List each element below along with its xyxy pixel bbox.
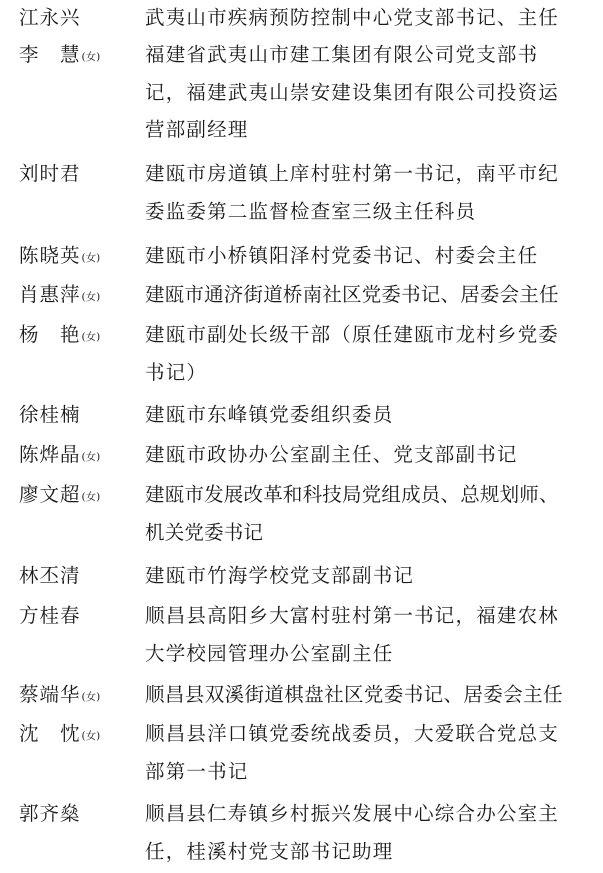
person-title: 顺昌县仁寿镇乡村振兴发展中心综合办公室主任，桂溪村党支部书记助理 <box>145 802 560 863</box>
list-item <box>0 240 577 278</box>
person-name: 方桂春 <box>19 604 81 627</box>
person-name: 沈 忱 <box>19 722 81 745</box>
person-name-cell <box>0 319 118 350</box>
person-name: 杨 艳 <box>19 323 81 346</box>
person-name: 廖文超 <box>19 483 81 506</box>
person-name-cell <box>0 240 118 271</box>
person-name-cell <box>0 439 118 470</box>
list-item <box>0 718 577 793</box>
gender-note: (女) <box>81 451 101 463</box>
person-title: 顺昌县高阳乡大富村驻村第一书记，福建农林大学校园管理办公室副主任 <box>145 604 560 665</box>
person-name-cell <box>0 39 118 70</box>
person-title: 武夷山市疾病预防控制中心党支部书记、主任 <box>145 6 560 29</box>
gender-note: (女) <box>81 51 101 63</box>
list-item <box>0 479 577 554</box>
gender-note: (女) <box>81 331 101 343</box>
person-title: 顺昌县双溪街道棋盘社区党委书记、居委会主任 <box>145 683 563 706</box>
person-title: 建瓯市东峰镇党委组织委员 <box>145 403 394 426</box>
person-title: 建瓯市房道镇上庠村驻村第一书记，南平市纪委监委第二监督检查室三级主任科员 <box>145 162 560 223</box>
list-item <box>0 158 577 233</box>
person-name: 陈烨晶 <box>19 443 81 466</box>
person-name-cell <box>0 479 118 510</box>
list-item <box>0 798 577 873</box>
list-item <box>0 39 577 152</box>
person-name: 李 慧 <box>19 43 81 66</box>
list-item <box>0 279 577 317</box>
list-item <box>0 399 577 437</box>
list-item <box>0 560 577 598</box>
list-item <box>0 439 577 477</box>
person-name-cell <box>0 158 118 189</box>
person-name: 肖惠萍 <box>19 283 81 306</box>
person-name: 陈晓英 <box>19 244 81 267</box>
person-name-cell <box>0 399 118 430</box>
person-title: 建瓯市副处长级干部（原任建瓯市龙村乡党委书记） <box>145 323 560 384</box>
person-name-cell <box>0 2 118 33</box>
person-name: 蔡端华 <box>19 683 81 706</box>
person-name: 林丕清 <box>19 564 81 587</box>
gender-note: (女) <box>81 691 101 703</box>
list-item <box>0 679 577 717</box>
person-name-cell <box>0 279 118 310</box>
person-name-cell <box>0 600 118 631</box>
person-name-cell <box>0 718 118 749</box>
person-name: 郭齐燊 <box>19 802 81 825</box>
person-name: 江永兴 <box>19 6 81 29</box>
gender-note: (女) <box>81 252 101 264</box>
person-title: 建瓯市小桥镇阳泽村党委书记、村委会主任 <box>145 244 539 267</box>
person-name: 徐桂楠 <box>19 403 81 426</box>
list-item <box>0 600 577 675</box>
person-title: 福建省武夷山市建工集团有限公司党支部书记，福建武夷山崇安建设集团有限公司投资运营部副经理 <box>145 43 560 141</box>
person-title: 顺昌县洋口镇党委统战委员，大爱联合党总支部第一书记 <box>145 722 560 783</box>
person-title: 建瓯市政协办公室副主任、党支部副书记 <box>145 443 518 466</box>
gender-note: (女) <box>81 491 101 503</box>
person-name-cell <box>0 798 118 829</box>
person-title: 建瓯市发展改革和科技局党组成员、总规划师、机关党委书记 <box>145 483 559 544</box>
list-item <box>0 2 577 40</box>
gender-note: (女) <box>81 730 101 742</box>
list-item <box>0 319 577 394</box>
person-name-cell <box>0 560 118 591</box>
person-name-cell <box>0 679 118 710</box>
person-title: 建瓯市竹海学校党支部副书记 <box>145 564 415 587</box>
gender-note: (女) <box>81 291 101 303</box>
person-title: 建瓯市通济街道桥南社区党委书记、居委会主任 <box>145 283 559 306</box>
person-name: 刘时君 <box>19 162 81 185</box>
